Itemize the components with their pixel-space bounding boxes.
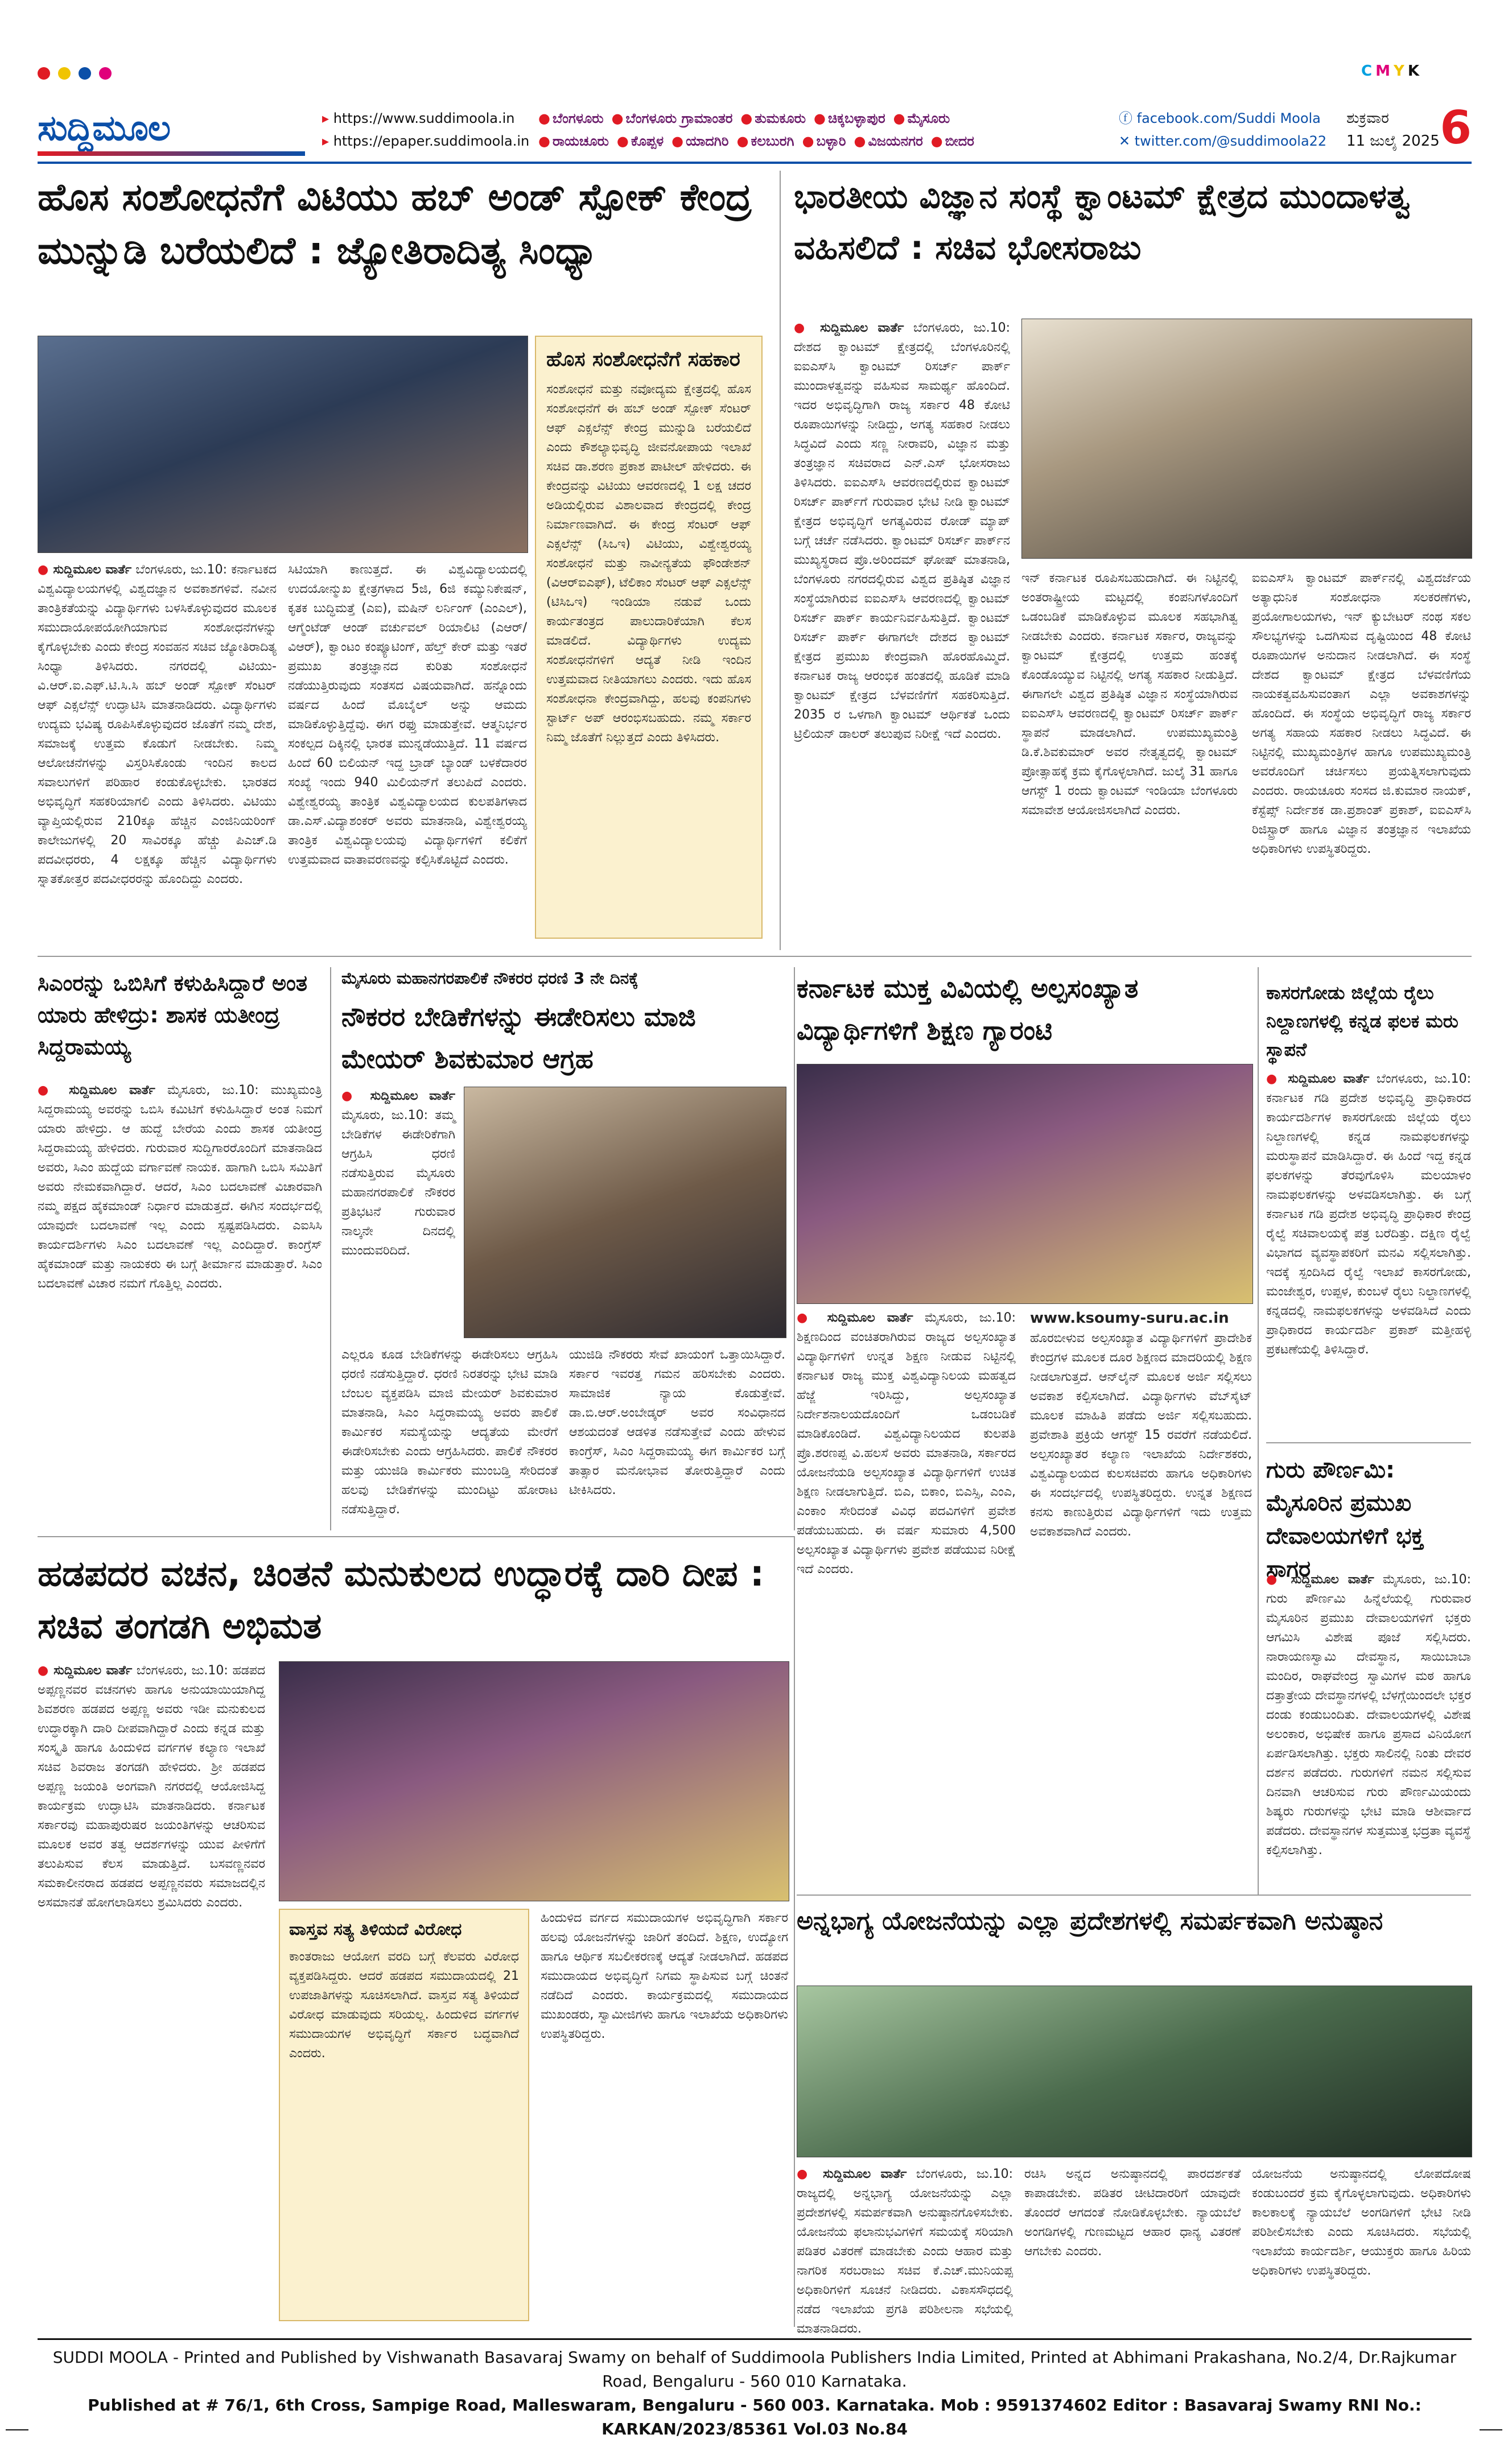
date-block <box>1346 107 1440 152</box>
district-item: ● ಮೈಸೂರು <box>893 110 950 126</box>
cmyk-y: Y <box>1394 63 1408 80</box>
imprint-line-2: Published at # 76/1, 6th Cross, Sampige Road, Malleswaram, Bengaluru - 560 003. Karnataka. Mob : 9591374602 Editor : Basavaraj Swamy RNI No.: KARKAN/2023/85361 Vol.03 No.84 <box>88 2396 1422 2438</box>
cmyk-k: K <box>1407 63 1423 80</box>
a2-col-1 <box>794 319 1010 950</box>
section-rule <box>797 1895 1471 1896</box>
a7-dateline: ಬೆಂಗಳೂರು, ಜು.10: <box>1377 1072 1471 1086</box>
crop-mark <box>6 2429 28 2430</box>
a3-headline: ಸಿಎಂರನ್ನು ಒಬಿಸಿಗೆ ಕಳುಹಿಸಿದ್ದಾರೆ ಅಂತ ಯಾರು ಹೇಳಿದ್ರು: ಶಾಸಕ ಯತೀಂದ್ರ ಸಿದ್ದರಾಮಯ್ಯ <box>38 971 308 1059</box>
reg-dot-blue <box>79 67 91 80</box>
weekday: ಶುಕ್ರವಾರ <box>1346 110 1389 127</box>
column-rule <box>330 967 331 1530</box>
district-item: ● ವಿಜಯನಗರ <box>854 133 923 149</box>
a4-kicker: ಮೈಸೂರು ಮಹಾನಗರಪಾಲಿಕೆ ನೌಕರರ ಧರಣಿ 3 ನೇ ದಿನಕ್ಕೆ <box>341 969 638 988</box>
a1-photo <box>38 336 528 553</box>
section-rule <box>38 956 1472 957</box>
a4-col-3: ಯುಜಿಡಿ ನೌಕರರು ಸೇವೆ ಖಾಯಂಗೆ ಒತ್ತಾಯಿಸಿದ್ದಾರೆ. ಸರ್ಕಾರ ಇವರತ್ತ ಗಮನ ಹರಿಸಬೇಕು ಎಂದರು. ಸಾಮಾಜಿಕ ನ್ಯಾಯ ಕೊಡುತ್ತೇವೆ. ಡಾ.ಬಿ.ಆರ್.ಅಂಬೇಡ್ಕರ್ ಅವರ ಸಂವಿಧಾನದ ಆಶಯದಂತೆ ಆಡಳಿತ ನಡೆಸುತ್ತೇವೆ ಎಂದು ಹೇಳುವ ಕಾಂಗ್ರೆಸ್, ಸಿಎಂ ಸಿದ್ದರಾಮಯ್ಯ ಈಗ ಕಾರ್ಮಿಕರ ಬಗ್ಗೆ ತಾತ್ಸಾರ ಮನೋಭಾವ ತೋರುತ್ತಿದ್ದಾರೆ ಎಂದು ಟೀಕಿಸಿದರು. <box>569 1348 785 1497</box>
a9-photo <box>797 1986 1472 2157</box>
column-rule <box>794 967 795 1530</box>
district-item: ● ತುಮಕೂರು <box>740 110 806 126</box>
a9-headline: ಅನ್ನಭಾಗ್ಯ ಯೋಜನೆಯನ್ನು ಎಲ್ಲಾ ಪ್ರದೇಶಗಳಲ್ಲಿ ಸಮರ್ಪಕವಾಗಿ ಅನುಷ್ಠಾನ <box>797 1906 1383 1935</box>
district-item: ● ಚಿಕ್ಕಬಳ್ಳಾಪುರ <box>814 110 885 126</box>
a5-byline: ● ಸುದ್ದಿಮೂಲ ವಾರ್ತೆ <box>797 1311 913 1325</box>
district-item: ● ಬೆಂಗಳೂರು <box>538 110 604 126</box>
imprint-line-1: SUDDI MOOLA - Printed and Published by Vishwanath Basavaraj Swamy on behalf of Suddimoola Publishers India Limited, Printed at Abhimani Prakashana, No.2/4, Dr.Rajkumar Road, Bengaluru - 560 010 Karnataka. <box>52 2348 1457 2391</box>
a7-headline: ಕಾಸರಗೋಡು ಜಿಲ್ಲೆಯ ರೈಲು ನಿಲ್ದಾಣಗಳಲ್ಲಿ ಕನ್ನಡ ಫಲಕ ಮರು ಸ್ಥಾಪನೆ <box>1266 982 1458 1060</box>
a6-col-1 <box>38 1661 265 2321</box>
a6-sidebar <box>279 1909 529 2321</box>
a8-byline: ● ಸುದ್ದಿಮೂಲ ವಾರ್ತೆ <box>1266 1572 1374 1587</box>
a3-byline: ● ಸುದ್ದಿಮೂಲ ವಾರ್ತೆ <box>38 1083 155 1097</box>
a1-body-1: ಕರ್ನಾಟಕದ ವಿಶ್ವವಿದ್ಯಾಲಯಗಳಲ್ಲಿ ವಿಶ್ವದಜ್ಞಾನ ಅವಕಾಶಗಳಿವೆ. ನವೀನ ತಾಂತ್ರಿಕತೆಯನ್ನು ವಿದ್ಯಾರ್ಥಿಗಳು ಬಳಸಿಕೊಳ್ಳುವುದರ ಮೂಲಕ ಸಮುದಾಯೋಪಯೋಗಿಯಾಗುವ ಸಂಶೋಧನೆಗಳನ್ನು ಕೈಗೊಳ್ಳಬೇಕು ಎಂದು ಕೇಂದ್ರ ಸಂವಹನ ಸಚಿವ ಜ್ಯೋತಿರಾದಿತ್ಯ ಸಿಂಧ್ಯಾ ತಿಳಿಸಿದರು. ನಗರದಲ್ಲಿ ವಿಟಿಯು-ವಿ.ಆರ್.ಐ.ಎಫ್.ಟಿ.ಸಿ.ಸಿ ಹಬ್ ಅಂಡ್ ಸ್ಪೋಕ್ ಸೆಂಟರ್ ಆಫ್ ಎಕ್ಸಲೆನ್ಸ್ ಉದ್ಘಾಟಿಸಿ ಮಾತನಾಡಿದರು. ವಿದ್ಯಾರ್ಥಿಗಳು ಉದ್ಯಮ ಭವಿಷ್ಯ ರೂಪಿಸಿಕೊಳ್ಳುವುದರ ಜೊತೆಗೆ ನಮ್ಮ ದೇಶ, ಸಮಾಜಕ್ಕೆ ಉತ್ತಮ ಕೊಡುಗೆ ನೀಡಬೇಕು. ನಿಮ್ಮ ಆಲೋಚನೆಗಳನ್ನು ವಿಸ್ತರಿಸಿಕೊಂಡು ಇಂದಿನ ಕಾಲದ ಸವಾಲುಗಳಿಗೆ ಪರಿಹಾರ ಕಂಡುಕೊಳ್ಳಬೇಕು. ಭಾರತದ ಅಭಿವೃದ್ಧಿಗೆ ಸಹಕರಿಯಾಗಲಿ ಎಂದು ತಿಳಿಸಿದರು. ವಿಟಿಯು ವ್ಯಾಪ್ತಿಯಲ್ಲಿರುವ 210ಕ್ಕೂ ಹೆಚ್ಚಿನ ಎಂಜಿನಿಯರಿಂಗ್ ಕಾಲೇಜುಗಳಲ್ಲಿ 20 ಸಾವಿರಕ್ಕೂ ಹೆಚ್ಚು ಪಿಎಚ್.ಡಿ ಪದವೀಧರರು, 4 ಲಕ್ಷಕ್ಕೂ ಹೆಚ್ಚಿನ ವಿದ್ಯಾರ್ಥಿಗಳು ಸ್ನಾತಕೋತ್ತರ ಪದವೀಧರರನ್ನು ಹೊಂದಿದ್ದು ಎಂದರು. <box>38 563 277 886</box>
page-number: 6 <box>1440 101 1472 154</box>
a1-sidebar-body: ಸಂಶೋಧನೆ ಮತ್ತು ನವೋದ್ಯಮ ಕ್ಷೇತ್ರದಲ್ಲಿ ಹೊಸ ಸಂಶೋಧನೆಗೆ ಈ ಹಬ್ ಅಂಡ್ ಸ್ಪೋಕ್ ಸೆಂಟರ್ ಆಫ್ ಎಕ್ಸಲೆನ್ಸ್ ಕೇಂದ್ರ ಮುನ್ನುಡಿ ಬರೆಯಲಿದೆ ಎಂದು ಕೌಶಲ್ಯಾಭಿವೃದ್ಧಿ ಜೀವನೋಪಾಯ ಇಲಾಖೆ ಸಚಿವ ಡಾ.ಶರಣ ಪ್ರಕಾಶ ಪಾಟೀಲ್ ಹೇಳಿದರು. ಈ ಕೇಂದ್ರವನ್ನು ವಿಟಿಯು ಆವರಣದಲ್ಲಿ 1 ಲಕ್ಷ ಚದರ ಅಡಿಯಲ್ಲಿರುವ ವಿಶಾಲವಾದ ಕೇಂದ್ರದಲ್ಲಿ ಕೇಂದ್ರ ನಿರ್ಮಾಣವಾಗಿದೆ. ಈ ಕೇಂದ್ರ ಸೆಂಟರ್ ಆಫ್ ಎಕ್ಸಲೆನ್ಸ್ (ಸಿಒಇ) ವಿಟಿಯು, ವಿಶ್ವೇಶ್ವರಯ್ಯ ಸಂಶೋಧನೆ ಮತ್ತು ನಾವೀನ್ಯತೆಯ ಫೌಂಡೇಶನ್ (ವಿಆರ್‌ಐಎಫ್), ಟೆಲಿಕಾಂ ಸೆಂಟರ್ ಆಫ್ ಎಕ್ಸಲೆನ್ಸ್ (ಟಿಸಿಒಇ) ಇಂಡಿಯಾ ನಡುವೆ ಒಂದು ಕಾರ್ಯತಂತ್ರದ ಪಾಲುದಾರಿಕೆಯಾಗಿ ಕೆಲಸ ಮಾಡಲಿದೆ. ವಿದ್ಯಾರ್ಥಿಗಳು ಉದ್ಯಮ ಸಂಶೋಧನೆಗಳಿಗೆ ಆದ್ಯತೆ ನೀಡಿ ಇಂದಿನ ಉತ್ತಮವಾದ ನೀತಿಯಾಗಲು ಎಂದರು. ಇದು ಹೊಸ ಸಂಶೋಧನಾ ಕೇಂದ್ರವಾಗಿದ್ದು, ಹಲವು ಕಂಪನಿಗಳು ಸ್ಟಾರ್ಟ್ ಅಪ್ ಆರಂಭಿಸಬಹುದು. ನಮ್ಮ ಸರ್ಕಾರ ನಿಮ್ಮ ಜೊತೆಗೆ ನಿಲ್ಲುತ್ತದೆ ಎಂದು ತಿಳಿಸಿದರು. <box>546 382 751 745</box>
district-item: ● ಬೆಂಗಳೂರು ಗ್ರಾಮಾಂತರ <box>612 110 733 126</box>
a8-col <box>1266 1570 1471 1889</box>
a3-col <box>38 1081 322 1519</box>
a5-body-2: ಹೊರಬೀಳುವ ಅಲ್ಪಸಂಖ್ಯಾತ ವಿದ್ಯಾರ್ಥಿಗಳಿಗೆ ಪ್ರಾದೇಶಿಕ ಕೇಂದ್ರಗಳ ಮೂಲಕ ದೂರ ಶಿಕ್ಷಣದ ಮಾದರಿಯಲ್ಲಿ ಶಿಕ್ಷಣ ನೀಡಲಾಗುತ್ತದೆ. ಆನ್‌ಲೈನ್ ಮೂಲಕ ಅರ್ಜಿ ಸಲ್ಲಿಸಲು ಅವಕಾಶ ಕಲ್ಪಿಸಲಾಗಿದೆ. ವಿದ್ಯಾರ್ಥಿಗಳು ವೆಬ್‌ಸೈಟ್ ಮೂಲಕ ಮಾಹಿತಿ ಪಡೆದು ಅರ್ಜಿ ಸಲ್ಲಿಸಬಹುದು. ಪ್ರವೇಶಾತಿ ಪ್ರಕ್ರಿಯೆ ಆಗಸ್ಟ್ 15 ರವರೆಗೆ ನಡೆಯಲಿದೆ. ಅಲ್ಪಸಂಖ್ಯಾತರ ಕಲ್ಯಾಣ ಇಲಾಖೆಯ ನಿರ್ದೇಶಕರು, ವಿಶ್ವವಿದ್ಯಾಲಯದ ಕುಲಸಚಿವರು ಹಾಗೂ ಅಧಿಕಾರಿಗಳು ಈ ಸಂದರ್ಭದಲ್ಲಿ ಉಪಸ್ಥಿತರಿದ್ದರು. ಉನ್ನತ ಶಿಕ್ಷಣದ ಕನಸು ಕಾಣುತ್ತಿರುವ ವಿದ್ಯಾರ್ಥಿಗಳಿಗೆ ಇದು ಉತ್ತಮ ಅವಕಾಶವಾಗಿದೆ ಎಂದರು. <box>1030 1331 1252 1539</box>
a2-body-1: ದೇಶದ ಕ್ವಾಂಟಮ್ ಕ್ಷೇತ್ರದಲ್ಲಿ ಬೆಂಗಳೂರಿನಲ್ಲಿ ಐಐಎಸ್‌ಸಿ ಕ್ವಾಂಟಮ್ ರಿಸರ್ಚ್ ಪಾರ್ಕ್ ಮುಂದಾಳತ್ವವನ್ನು ವಹಿಸುವ ಸಾಮರ್ಥ್ಯ ಹೊಂದಿದೆ. ಇದರ ಅಭಿವೃದ್ಧಿಗಾಗಿ ರಾಜ್ಯ ಸರ್ಕಾರ 48 ಕೋಟಿ ರೂಪಾಯಿಗಳನ್ನು ನೀಡಿದ್ದು, ಅಗತ್ಯ ಸಹಕಾರ ನೀಡಲು ಸಿದ್ಧವಿದೆ ಎಂದು ಸಣ್ಣ ನೀರಾವರಿ, ವಿಜ್ಞಾನ ಮತ್ತು ತಂತ್ರಜ್ಞಾನ ಸಚಿವರಾದ ಎನ್.ಎಸ್ ಭೋಸರಾಜು ತಿಳಿಸಿದರು. ಐಐಎಸ್‌ಸಿ ಆವರಣದಲ್ಲಿರುವ ಕ್ವಾಂಟಮ್ ರಿಸರ್ಚ್ ಪಾರ್ಕ್‌ಗೆ ಗುರುವಾರ ಭೇಟಿ ನೀಡಿ ಕ್ವಾಂಟಮ್ ಕ್ಷೇತ್ರದ ಅಭಿವೃದ್ಧಿಗೆ ಅಗತ್ಯವಿರುವ ರೋಡ್ ಮ್ಯಾಪ್ ಬಗ್ಗೆ ಚರ್ಚೆ ನಡೆಸಿದರು. ಕ್ವಾಂಟಮ್ ರಿಸರ್ಚ್ ಪಾರ್ಕ್‌ನ ಮುಖ್ಯಸ್ಥರಾದ ಪ್ರೊ.ಅರಿಂದಮ್ ಘೋಷ್ ಮಾತನಾಡಿ, ಬೆಂಗಳೂರು ನಗರದಲ್ಲಿರುವ ವಿಶ್ವದ ಪ್ರತಿಷ್ಠಿತ ವಿಜ್ಞಾನ ಸಂಸ್ಥೆಯಾಗಿರುವ ಐಐಎಸ್‌ಸಿ ಆವರಣದಲ್ಲಿ ಕ್ವಾಂಟಮ್ ರಿಸರ್ಚ್ ಪಾರ್ಕ್ ಕಾರ್ಯನಿರ್ವಹಿಸುತ್ತಿದೆ. ಕ್ವಾಂಟಮ್ ರಿಸರ್ಚ್ ಪಾರ್ಕ್ ಈಗಾಗಲೇ ದೇಶದ ಕ್ವಾಂಟಮ್ ಕ್ಷೇತ್ರದ ಪ್ರಮುಖ ಕೇಂದ್ರವಾಗಿ ಹೊರಹೊಮ್ಮಿದೆ. ಕರ್ನಾಟಕ ರಾಜ್ಯ ಆರಂಭಿಕ ಹಂತದಲ್ಲಿ ಹೂಡಿಕೆ ಮಾಡಿ ಕ್ವಾಂಟಮ್ ಕ್ಷೇತ್ರದ ಬೆಳವಣಿಗೆಗೆ ಸಹಕರಿಸುತ್ತಿದೆ. 2035 ರ ಒಳಗಾಗಿ ಕ್ವಾಂಟಮ್ ಆರ್ಥಿಕತೆ ಒಂದು ಟ್ರಿಲಿಯನ್ ಡಾಲರ್ ತಲುಪುವ ನಿರೀಕ್ಷೆ ಇದೆ ಎಂದರು. <box>794 340 1010 741</box>
a9-col-1 <box>797 2165 1013 2336</box>
reg-dot-magenta <box>99 67 112 80</box>
a1-sidebar <box>535 336 763 939</box>
facebook-icon: ⓕ <box>1119 110 1137 126</box>
a5-body-1: ಶಿಕ್ಷಣದಿಂದ ವಂಚಿತರಾಗಿರುವ ರಾಜ್ಯದ ಅಲ್ಪಸಂಖ್ಯಾತ ವಿದ್ಯಾರ್ಥಿಗಳಿಗೆ ಉನ್ನತ ಶಿಕ್ಷಣ ನೀಡುವ ನಿಟ್ಟಿನಲ್ಲಿ ಕರ್ನಾಟಕ ರಾಜ್ಯ ಮುಕ್ತ ವಿಶ್ವವಿದ್ಯಾನಿಲಯ ಮಹತ್ವದ ಹೆಜ್ಜೆ ಇರಿಸಿದ್ದು, ಅಲ್ಪಸಂಖ್ಯಾತ ನಿರ್ದೇಶನಾಲಯದೊಂದಿಗೆ ಒಡಂಬಡಿಕೆ ಮಾಡಿಕೊಂಡಿದೆ. ವಿಶ್ವವಿದ್ಯಾನಿಲಯದ ಕುಲಪತಿ ಪ್ರೊ.ಶರಣಪ್ಪ ವಿ.ಹಲಸೆ ಅವರು ಮಾತನಾಡಿ, ಸರ್ಕಾರದ ಯೋಜನೆಯಡಿ ಅಲ್ಪಸಂಖ್ಯಾತ ವಿದ್ಯಾರ್ಥಿಗಳಿಗೆ ಉಚಿತ ಶಿಕ್ಷಣ ನೀಡಲಾಗುತ್ತಿದೆ. ಬಿಎ, ಬಿಕಾಂ, ಬಿಎಸ್ಸಿ, ಎಂಎ, ಎಂಕಾಂ ಸೇರಿದಂತೆ ವಿವಿಧ ಪದವಿಗಳಿಗೆ ಪ್ರವೇಶ ಪಡೆಯಬಹುದು. ಈ ವರ್ಷ ಸುಮಾರು 4,500 ಅಲ್ಪಸಂಖ್ಯಾತ ವಿದ್ಯಾರ್ಥಿಗಳು ಪ್ರವೇಶ ಪಡೆಯುವ ನಿರೀಕ್ಷೆ ಇದೆ ಎಂದರು. <box>797 1330 1016 1576</box>
a2-dateline: ಬೆಂಗಳೂರು, ಜು.10: <box>913 321 1010 335</box>
a2-col-3: ಐಐಎಸ್‌ಸಿ ಕ್ವಾಂಟಮ್ ಪಾರ್ಕ್‌ನಲ್ಲಿ ವಿಶ್ವದರ್ಜೆಯ ಅತ್ಯಾಧುನಿಕ ಸಂಶೋಧನಾ ಸಲಕರಣೆಗಳು, ಪ್ರಯೋಗಾಲಯಗಳು, ಇನ್ ಕ್ಯುಬೇಟರ್ ನಂಥ ಸಕಲ ಸೌಲಭ್ಯಗಳನ್ನು ಒದಗಿಸುವ ದೃಷ್ಟಿಯಿಂದ 48 ಕೋಟಿ ರೂಪಾಯಿಗಳ ಅನುದಾನ ನೀಡಲಾಗಿದೆ. ಈ ಸಂಸ್ಥೆ ದೇಶದ ಕ್ವಾಂಟಮ್ ಕ್ಷೇತ್ರದ ಬೆಳವಣಿಗೆಯ ನಾಯಕತ್ವವಹಿಸುವಂತಾಗ ಎಲ್ಲಾ ಅವಕಾಶಗಳನ್ನು ಹೊಂದಿದೆ. ಈ ಸಂಸ್ಥೆಯ ಅಭಿವೃದ್ಧಿಗೆ ರಾಜ್ಯ ಸರ್ಕಾರ ಅಗತ್ಯ ಸಹಾಯ ಸಹಕಾರ ನೀಡಲು ಸಿದ್ಧವಿದೆ. ಈ ನಿಟ್ಟಿನಲ್ಲಿ ಮುಖ್ಯಮಂತ್ರಿಗಳ ಹಾಗೂ ಉಪಮುಖ್ಯಮಂತ್ರಿ ಅವರೊಂದಿಗೆ ಚರ್ಚಿಸಲು ಪ್ರಯತ್ನಿಸಲಾಗುವುದು ಎಂದರು. ರಾಯಚೂರು ಸಂಸದ ಜಿ.ಕುಮಾರ ನಾಯಕ್, ಕೆಸ್ಟೆಪ್ಸ್ ನಿರ್ದೇಶಕ ಡಾ.ಪ್ರಶಾಂತ್ ಪ್ರಕಾಶ್, ಐಐಎಸ್‌ಸಿ ರಿಜಿಸ್ಟ್ರಾರ್ ಹಾಗೂ ವಿಜ್ಞಾನ ತಂತ್ರಜ್ಞಾನ ಇಲಾಖೆಯ ಅಧಿಕಾರಿಗಳು ಉಪಸ್ಥಿತರಿದ್ದರು. <box>1252 571 1471 856</box>
a6-dateline: ಬೆಂಗಳೂರು, ಜು.10: <box>136 1664 228 1678</box>
twitter-link[interactable] <box>1119 130 1326 152</box>
column-rule <box>794 1536 795 2327</box>
a4-photo <box>464 1087 786 1338</box>
a6-body-1: ಹಡಪದ ಅಪ್ಪಣ್ಣನವರ ವಚನಗಳು ಹಾಗೂ ಅನುಯಾಯಿಯಾಗಿದ್ದ ಶಿವಶರಣ ಹಡಪದ ಅಪ್ಪಣ್ಣ ಅವರು ಇಡೀ ಮನುಕುಲದ ಉದ್ಧಾರಕ್ಕಾಗಿ ದಾರಿ ದೀಪವಾಗಿದ್ದಾರೆ ಎಂದು ಕನ್ನಡ ಮತ್ತು ಸಂಸ್ಕೃತಿ ಹಾಗೂ ಹಿಂದುಳಿದ ವರ್ಗಗಳ ಕಲ್ಯಾಣ ಇಲಾಖೆ ಸಚಿವ ಶಿವರಾಜ ತಂಗಡಗಿ ಹೇಳಿದರು. ಶ್ರೀ ಹಡಪದ ಅಪ್ಪಣ್ಣ ಜಯಂತಿ ಅಂಗವಾಗಿ ನಗರದಲ್ಲಿ ಆಯೋಜಿಸಿದ್ದ ಕಾರ್ಯಕ್ರಮ ಉದ್ಘಾಟಿಸಿ ಮಾತನಾಡಿದರು. ಕರ್ನಾಟಕ ಸರ್ಕಾರವು ಮಹಾಪುರುಷರ ಜಯಂತಿಗಳನ್ನು ಆಚರಿಸುವ ಮೂಲಕ ಅವರ ತತ್ವ ಆದರ್ಶಗಳನ್ನು ಯುವ ಪೀಳಿಗೆಗೆ ತಲುಪಿಸುವ ಕೆಲಸ ಮಾಡುತ್ತಿದೆ. ಬಸವಣ್ಣನವರ ಸಮಕಾಲೀನರಾದ ಹಡಪದ ಅಪ್ಪಣ್ಣನವರು ಸಮಾಜದಲ್ಲಿನ ಅಸಮಾನತೆ ಹೋಗಲಾಡಿಸಲು ಶ್ರಮಿಸಿದರು ಎಂದರು. <box>38 1664 266 1910</box>
district-item: ● ರಾಯಚೂರು <box>538 133 609 149</box>
a4-col-1 <box>341 1087 455 1337</box>
masthead <box>38 101 1472 158</box>
a6-col-3: ಹಿಂದುಳಿದ ವರ್ಗದ ಸಮುದಾಯಗಳ ಅಭಿವೃದ್ಧಿಗಾಗಿ ಸರ್ಕಾರ ಹಲವು ಯೋಜನೆಗಳನ್ನು ಜಾರಿಗೆ ತಂದಿದೆ. ಶಿಕ್ಷಣ, ಉದ್ಯೋಗ ಹಾಗೂ ಆರ್ಥಿಕ ಸಬಲೀಕರಣಕ್ಕೆ ಆದ್ಯತೆ ನೀಡಲಾಗಿದೆ. ಹಡಪದ ಸಮುದಾಯದ ಅಭಿವೃದ್ಧಿಗೆ ನಿಗಮ ಸ್ಥಾಪಿಸುವ ಬಗ್ಗೆ ಚಿಂತನೆ ನಡೆದಿದೆ ಎಂದರು. ಕಾರ್ಯಕ್ರಮದಲ್ಲಿ ಸಮುದಾಯದ ಮುಖಂಡರು, ಸ್ವಾಮೀಜಿಗಳು ಹಾಗೂ ಇಲಾಖೆಯ ಅಧಿಕಾರಿಗಳು ಉಪಸ್ಥಿತರಿದ್ದರು. <box>541 1911 788 2041</box>
a4-headline: ನೌಕರರ ಬೇಡಿಕೆಗಳನ್ನು ಈಡೇರಿಸಲು ಮಾಜಿ ಮೇಯರ್ ಶಿವಕುಮಾರ ಆಗ್ರಹ <box>341 1001 696 1074</box>
a6-sidebar-body: ಕಾಂತರಾಜು ಆಯೋಗ ವರದಿ ಬಗ್ಗೆ ಕೆಲವರು ವಿರೋಧ ವ್ಯಕ್ತಪಡಿಸಿದ್ದರು. ಆದರೆ ಹಡಪದ ಸಮುದಾಯದಲ್ಲಿ 21 ಉಪಜಾತಿಗಳನ್ನು ಸೂಚಿಸಲಾಗಿದೆ. ವಾಸ್ತವ ಸತ್ಯ ತಿಳಿಯದೆ ವಿರೋಧ ಮಾಡುವುದು ಸರಿಯಲ್ಲ. ಹಿಂದುಳಿದ ವರ್ಗಗಳ ಸಮುದಾಯಗಳ ಅಭಿವೃದ್ಧಿಗೆ ಸರ್ಕಾರ ಬದ್ಧವಾಗಿದೆ ಎಂದರು. <box>289 1950 519 2061</box>
masthead-rule <box>38 162 1472 164</box>
crop-mark <box>1480 2429 1502 2430</box>
a1-headline: ಹೊಸ ಸಂಶೋಧನೆಗೆ ವಿಟಿಯು ಹಬ್ ಅಂಡ್ ಸ್ಪೋಕ್ ಕೇಂದ್ರ ಮುನ್ನುಡಿ ಬರೆಯಲಿದೆ : ಜ್ಯೋತಿರಾದಿತ್ಯ ಸಿಂಧ್ಯಾ <box>38 175 752 273</box>
a5-dateline: ಮೈಸೂರು, ಜು.10: <box>925 1311 1016 1325</box>
district-item: ● ಬೀದರ <box>931 133 974 149</box>
a4-col-2: ಎಲ್ಲರೂ ಕೂಡ ಬೇಡಿಕೆಗಳನ್ನು ಈಡೇರಿಸಲು ಆಗ್ರಹಿಸಿ ಧರಣಿ ನಡೆಸುತ್ತಿದ್ದಾರೆ. ಧರಣಿ ನಿರತರನ್ನು ಭೇಟಿ ಮಾಡಿ ಬೆಂಬಲ ವ್ಯಕ್ತಪಡಿಸಿ ಮಾಜಿ ಮೇಯರ್ ಶಿವಕುಮಾರ ಮಾತನಾಡಿ, ಸಿಎಂ ಸಿದ್ದರಾಮಯ್ಯ ಅವರು ಪಾಲಿಕೆ ಕಾರ್ಮಿಕರ ಸಮಸ್ಯೆಯನ್ನು ಆದ್ಯತೆಯ ಮೇರೆಗೆ ಈಡೇರಿಸಬೇಕು ಎಂದು ಆಗ್ರಹಿಸಿದರು. ಪಾಲಿಕೆ ನೌಕರರ ಮತ್ತು ಯುಜಿಡಿ ಕಾರ್ಮಿಕರು ಮುಂಬಡ್ತಿ ಸೇರಿದಂತೆ ಹಲವು ಬೇಡಿಕೆಗಳನ್ನು ಮುಂದಿಟ್ಟು ಹೋರಾಟ ನಡೆಸುತ್ತಿದ್ದಾರೆ. <box>341 1348 558 1517</box>
a9-dateline: ಬೆಂಗಳೂರು, ಜು.10: <box>916 2167 1013 2181</box>
newspaper-logo: ಸುದ್ದಿಮೂಲ <box>38 107 171 148</box>
a1-sidebar-head: ಹೊಸ ಸಂಶೋಧನೆಗೆ ಸಹಕಾರ <box>546 348 740 371</box>
twitter-text: twitter.com/@suddimoola22 <box>1134 133 1327 149</box>
cmyk-m: M <box>1375 63 1394 80</box>
a5-url[interactable]: www.ksoumy-suru.ac.in <box>1030 1310 1229 1327</box>
website-link[interactable]: ▸ https://www.suddimoola.in <box>322 107 529 130</box>
column-rule <box>780 171 781 950</box>
a4-body-1: ತಮ್ಮ ಬೇಡಿಕೆಗಳ ಈಡೇರಿಕೆಗಾಗಿ ಆಗ್ರಹಿಸಿ ಧರಣಿ ನಡೆಸುತ್ತಿರುವ ಮೈಸೂರು ಮಹಾನಗರಪಾಲಿಕೆ ನೌಕರರ ಪ್ರತಿಭಟನೆ ಗುರುವಾರ ನಾಲ್ಕನೇ ದಿನದಲ್ಲಿ ಮುಂದುವರಿದಿದೆ. <box>341 1108 455 1258</box>
a2-col-2: ಇನ್ ಕರ್ನಾಟಕ ರೂಪಿಸಬಹುದಾಗಿದೆ. ಈ ನಿಟ್ಟಿನಲ್ಲಿ ಅಂತರಾಷ್ಟ್ರೀಯ ಮಟ್ಟದಲ್ಲಿ ಕಂಪನಿಗಳೊಂದಿಗೆ ಒಡಂಬಡಿಕೆ ಮಾಡಿಕೊಳ್ಳುವ ಮೂಲಕ ಸಹಭಾಗಿತ್ವ ನೀಡಬೇಕು ಎಂದರು. ಕರ್ನಾಟಕ ಸರ್ಕಾರ, ರಾಜ್ಯವನ್ನು ಕ್ವಾಂಟಮ್ ಕ್ಷೇತ್ರದಲ್ಲಿ ಉತ್ತಮ ಹಂತಕ್ಕೆ ಕೊಂಡೊಯ್ಯುವ ನಿಟ್ಟಿನಲ್ಲಿ ಅಗತ್ಯ ಸಹಕಾರ ನೀಡುತ್ತಿದೆ. ಈಗಾಗಲೇ ವಿಶ್ವದ ಪ್ರತಿಷ್ಠಿತ ವಿಜ್ಞಾನ ಸಂಸ್ಥೆಯಾಗಿರುವ ಐಐಎಸ್‌ಸಿ ಆವರಣದಲ್ಲಿ ಕ್ವಾಂಟಮ್ ರಿಸರ್ಚ್ ಪಾರ್ಕ್ ಸ್ಥಾಪನೆ ಮಾಡಲಾಗಿದೆ. ಉಪಮುಖ್ಯಮಂತ್ರಿ ಡಿ.ಕೆ.ಶಿವಕುಮಾರ್ ಅವರ ನೇತೃತ್ವದಲ್ಲಿ ಕ್ವಾಂಟಮ್ ಪ್ರೋತ್ಸಾಹಕ್ಕೆ ಕ್ರಮ ಕೈಗೊಳ್ಳಲಾಗಿದೆ. ಜುಲೈ 31 ಹಾಗೂ ಆಗಸ್ಟ್ 1 ರಂದು ಕ್ವಾಂಟಮ್ ಇಂಡಿಯಾ ಬೆಂಗಳೂರು ಸಮಾವೇಶ ಆಯೋಜಿಸಲಾಗಿದೆ ಎಂದರು. <box>1021 571 1238 818</box>
a4-dateline: ಮೈಸೂರು, ಜು.10: <box>341 1108 428 1122</box>
reg-dot-yellow <box>58 67 71 80</box>
a6-byline: ● ಸುದ್ದಿಮೂಲ ವಾರ್ತೆ <box>38 1664 132 1678</box>
section-rule <box>38 1536 794 1537</box>
a3-body: ಮುಖ್ಯಮಂತ್ರಿ ಸಿದ್ದರಾಮಯ್ಯ ಅವರನ್ನು ಒಬಿಸಿ ಕಮಿಟಿಗೆ ಕಳುಹಿಸಿದ್ದಾರೆ ಅಂತ ನಿಮಗೆ ಯಾರು ಹೇಳಿದ್ರು. ಆ ಹುದ್ದೆ ಬೇರೆಯ ಎಂದು ಶಾಸಕ ಯತೀಂದ್ರ ಸಿದ್ದರಾಮಯ್ಯ ಹೇಳಿದರು. ಗುರುವಾರ ಸುದ್ದಿಗಾರರೊಂದಿಗೆ ಮಾತನಾಡಿದ ಅವರು, ಸಿಎಂ ಹುದ್ದೆಯ ವರ್ಗಾವಣೆ ನಾಯಕ. ಹಾಗಾಗಿ ಒಬಿಸಿ ಸಮಿತಿಗೆ ಅವರು ನೇಮಕವಾಗಿದ್ದಾರೆ. ಆದರೆ, ಸಿಎಂ ಬದಲಾವಣೆ ವಿಚಾರವಾಗಿ ನಮ್ಮ ಪಕ್ಷದ ಹೈಕಮಾಂಡ್ ನಿರ್ಧಾರ ಮಾಡುತ್ತದೆ. ಈಗಿನ ಸಂದರ್ಭದಲ್ಲಿ ಯಾವುದೇ ಬದಲಾವಣೆ ಇಲ್ಲ ಎಂದು ಸ್ಪಷ್ಟಪಡಿಸಿದರು. ಎಐಸಿಸಿ ಕಾರ್ಯದರ್ಶಿಗಳು ಸಿಎಂ ಬದಲಾವಣೆ ಇಲ್ಲ ಎಂದಿದ್ದಾರೆ. ಕಾಂಗ್ರೆಸ್ ಹೈಕಮಾಂಡ್ ಮತ್ತು ನಾಯಕರು ಈ ಬಗ್ಗೆ ತೀರ್ಮಾನ ಮಾಡುತ್ತಾರೆ. ಸಿಎಂ ಬದಲಾವಣೆ ವಿಚಾರ ನಮಗೆ ಗೊತ್ತಿಲ್ಲ ಎಂದರು. <box>38 1083 323 1291</box>
a8-dateline: ಮೈಸೂರು, ಜು.10: <box>1383 1572 1472 1587</box>
facebook-link[interactable] <box>1119 107 1326 130</box>
epaper-link[interactable]: ▸ https://epaper.suddimoola.in <box>322 130 529 152</box>
social-links <box>1119 107 1326 152</box>
a6-sidebar-head: ವಾಸ್ತವ ಸತ್ಯ ತಿಳಿಯದೆ ವಿರೋಧ <box>289 1920 462 1939</box>
a2-photo <box>1021 319 1472 559</box>
a9-body-1: ರಾಜ್ಯದಲ್ಲಿ ಅನ್ನಭಾಗ್ಯ ಯೋಜನೆಯನ್ನು ಎಲ್ಲಾ ಪ್ರದೇಶಗಳಲ್ಲಿ ಸಮರ್ಪಕವಾಗಿ ಅನುಷ್ಠಾನಗೊಳಿಸಬೇಕು. ಯೋಜನೆಯ ಫಲಾನುಭವಿಗಳಿಗೆ ಸಮಯಕ್ಕೆ ಸರಿಯಾಗಿ ಪಡಿತರ ವಿತರಣೆ ಮಾಡಬೇಕು ಎಂದು ಆಹಾರ ಮತ್ತು ನಾಗರಿಕ ಸರಬರಾಜು ಸಚಿವ ಕೆ.ಎಚ್.ಮುನಿಯಪ್ಪ ಅಧಿಕಾರಿಗಳಿಗೆ ಸೂಚನೆ ನೀಡಿದರು. ವಿಕಾಸಸೌಧದಲ್ಲಿ ನಡೆದ ಇಲಾಖೆಯ ಪ್ರಗತಿ ಪರಿಶೀಲನಾ ಸಭೆಯಲ್ಲಿ ಮಾತನಾಡಿದರು. <box>797 2186 1013 2336</box>
section-rule <box>1266 1442 1471 1443</box>
district-item: ● ಕಲಬುರಗಿ <box>737 133 794 149</box>
twitter-icon: ✕ <box>1119 133 1135 149</box>
cmyk-marks <box>1361 63 1423 80</box>
district-item: ● ಬಳ್ಳಾರಿ <box>802 133 846 149</box>
a3-dateline: ಮೈಸೂರು, ಜು.10: <box>167 1083 259 1097</box>
a1-col-2: ಸಿಟಿಯಾಗಿ ಕಾಣುತ್ತದೆ. ಈ ವಿಶ್ವವಿದ್ಯಾಲಯದಲ್ಲಿ ಉದಯೋನ್ಮುಖ ಕ್ಷೇತ್ರಗಳಾದ 5ಜಿ, 6ಜಿ ಕಮ್ಯುನಿಕೇಷನ್, ಕೃತಕ ಬುದ್ಧಿಮತ್ತೆ (ಎಐ), ಮಷಿನ್ ಲರ್ನಿಂಗ್ (ಎಂಎಲ್), ಆಗ್ಮೆಂಟೆಡ್ ಆಂಡ್ ವರ್ಚುವಲ್ ರಿಯಾಲಿಟಿ (ಎಆರ್/ವಿಆರ್), ಕ್ವಾಂಟಂ ಕಂಪ್ಯೂಟಿಂಗ್, ಹೆಲ್ತ್ ಕೇರ್ ಮತ್ತು ಇತರೆ ಪ್ರಮುಖ ತಂತ್ರಜ್ಞಾನದ ಕುರಿತು ಸಂಶೋಧನೆ ನಡೆಯುತ್ತಿರುವುದು ಸಂತಸದ ವಿಷಯವಾಗಿದೆ. ಹನ್ನೊಂದು ವರ್ಷದ ಹಿಂದೆ ಮೊಬೈಲ್ ಅನ್ನು ಆಮದು ಮಾಡಿಕೊಳ್ಳುತ್ತಿದ್ದೆವು. ಈಗ ರಫ್ತು ಮಾಡುತ್ತೇವೆ. ಆತ್ಮನಿರ್ಭರ ಸಂಕಲ್ಪದ ದಿಕ್ಕಿನಲ್ಲಿ ಭಾರತ ಮುನ್ನಡೆಯುತ್ತಿದೆ. 11 ವರ್ಷದ ಹಿಂದೆ 60 ಬಿಲಿಯನ್ ಇದ್ದ ಬ್ರಾಡ್ ಬ್ಯಾಂಡ್ ಬಳಕೆದಾರರ ಸಂಖ್ಯೆ ಇಂದು 940 ಮಿಲಿಯನ್‌ಗೆ ತಲುಪಿದೆ ಎಂದರು. ವಿಶ್ವೇಶ್ವರಯ್ಯ ತಾಂತ್ರಿಕ ವಿಶ್ವವಿದ್ಯಾಲಯದ ಕುಲಪತಿಗಳಾದ ಡಾ.ಎಸ್.ವಿದ್ಯಾಶಂಕರ್ ಅವರು ಮಾತನಾಡಿ, ವಿಶ್ವೇಶ್ವರಯ್ಯ ತಾಂತ್ರಿಕ ವಿಶ್ವವಿದ್ಯಾಲಯವು ವಿದ್ಯಾರ್ಥಿಗಳಿಗೆ ಕಲಿಕೆಗೆ ಉತ್ತಮವಾದ ವಾತಾವರಣವನ್ನು ಕಲ್ಪಿಸಿಕೊಟ್ಟಿದೆ ಎಂದರು. <box>288 563 527 867</box>
a8-headline: ಗುರು ಪೌರ್ಣಮಿ: ಮೈಸೂರಿನ ಪ್ರಮುಖ ದೇವಾಲಯಗಳಿಗೆ ಭಕ್ತ ಸಾಗರ <box>1266 1457 1424 1582</box>
a4-byline: ● ಸುದ್ದಿಮೂಲ ವಾರ್ತೆ <box>341 1089 455 1103</box>
a2-byline: ● ಸುದ್ದಿಮೂಲ ವಾರ್ತೆ <box>794 321 904 335</box>
issue-date: 11 ಜುಲೈ 2025 <box>1346 133 1440 150</box>
a5-headline: ಕರ್ನಾಟಕ ಮುಕ್ತ ವಿವಿಯಲ್ಲಿ ಅಲ್ಪಸಂಖ್ಯಾತ ವಿದ್ಯಾರ್ಥಿಗಳಿಗೆ ಶಿಕ್ಷಣ ಗ್ಯಾರಂಟಿ <box>797 973 1139 1046</box>
a7-byline: ● ಸುದ್ದಿಮೂಲ ವಾರ್ತೆ <box>1266 1072 1369 1086</box>
a9-col-2: ರಚಿಸಿ ಅನ್ನದ ಅನುಷ್ಠಾನದಲ್ಲಿ ಪಾರದರ್ಶಕತೆ ಕಾಪಾಡಬೇಕು. ಪಡಿತರ ಚೀಟಿದಾರರಿಗೆ ಯಾವುದೇ ತೊಂದರೆ ಆಗದಂತೆ ನೋಡಿಕೊಳ್ಳಬೇಕು. ನ್ಯಾಯಬೆಲೆ ಅಂಗಡಿಗಳಲ್ಲಿ ಗುಣಮಟ್ಟದ ಆಹಾರ ಧಾನ್ಯ ವಿತರಣೆ ಆಗಬೇಕು ಎಂದರು. <box>1024 2167 1241 2259</box>
a1-col-1 <box>38 560 277 936</box>
a5-col-2 <box>1030 1309 1252 1877</box>
a9-col-3: ಯೋಜನೆಯ ಅನುಷ್ಠಾನದಲ್ಲಿ ಲೋಪದೋಷ ಕಂಡುಬಂದರೆ ಕ್ರಮ ಕೈಗೊಳ್ಳಲಾಗುವುದು. ಅಧಿಕಾರಿಗಳು ಕಾಲಕಾಲಕ್ಕೆ ನ್ಯಾಯಬೆಲೆ ಅಂಗಡಿಗಳಿಗೆ ಭೇಟಿ ನೀಡಿ ಪರಿಶೀಲಿಸಬೇಕು ಎಂದು ಸೂಚಿಸಿದರು. ಸಭೆಯಲ್ಲಿ ಇಲಾಖೆಯ ಕಾರ್ಯದರ್ಶಿ, ಆಯುಕ್ತರು ಹಾಗೂ ಹಿರಿಯ ಅಧಿಕಾರಿಗಳು ಉಪಸ್ಥಿತರಿದ್ದರು. <box>1252 2167 1471 2278</box>
a2-headline: ಭಾರತೀಯ ವಿಜ್ಞಾನ ಸಂಸ್ಥೆ ಕ್ವಾಂಟಮ್ ಕ್ಷೇತ್ರದ ಮುಂದಾಳತ್ವ ವಹಿಸಲಿದೆ : ಸಚಿವ ಭೋಸರಾಜು <box>794 177 1411 267</box>
a1-dateline: ಬೆಂಗಳೂರು, ಜು.10: <box>135 563 227 577</box>
a7-body: ಕರ್ನಾಟಕ ಗಡಿ ಪ್ರದೇಶ ಅಭಿವೃದ್ಧಿ ಪ್ರಾಧಿಕಾರದ ಕಾರ್ಯದರ್ಶಿಗಳ ಕಾಸರಗೋಡು ಜಿಲ್ಲೆಯ ರೈಲು ನಿಲ್ದಾಣಗಳಲ್ಲಿ ಕನ್ನಡ ನಾಮಫಲಕಗಳನ್ನು ಮರುಸ್ಥಾಪನೆ ಮಾಡಿಸಿದ್ದಾರೆ. ಈ ಹಿಂದೆ ಇದ್ದ ಕನ್ನಡ ಫಲಕಗಳನ್ನು ತೆರವುಗೊಳಿಸಿ ಮಲಯಾಳಂ ನಾಮಫಲಕಗಳನ್ನು ಅಳವಡಿಸಲಾಗಿತ್ತು. ಈ ಬಗ್ಗೆ ಕರ್ನಾಟಕ ಗಡಿ ಪ್ರದೇಶ ಅಭಿವೃದ್ಧಿ ಪ್ರಾಧಿಕಾರ ಕೇಂದ್ರ ರೈಲ್ವೆ ಸಚಿವಾಲಯಕ್ಕೆ ಪತ್ರ ಬರೆದಿತ್ತು. ದಕ್ಷಿಣ ರೈಲ್ವೆ ವಿಭಾಗದ ವ್ಯವಸ್ಥಾಪಕರಿಗೆ ಮನವಿ ಸಲ್ಲಿಸಲಾಗಿತ್ತು. ಇದಕ್ಕೆ ಸ್ಪಂದಿಸಿದ ರೈಲ್ವೆ ಇಲಾಖೆ ಕಾಸರಗೋಡು, ಮಂಜೇಶ್ವರ, ಉಪ್ಪಳ, ಕುಂಬಳೆ ರೈಲು ನಿಲ್ದಾಣಗಳಲ್ಲಿ ಕನ್ನಡದಲ್ಲಿ ನಾಮಫಲಕಗಳನ್ನು ಅಳವಡಿಸಿದೆ ಎಂದು ಪ್ರಾಧಿಕಾರದ ಕಾರ್ಯದರ್ಶಿ ಪ್ರಕಾಶ್ ಮತ್ತೀಹಳ್ಳಿ ಪ್ರಕಟಣೆಯಲ್ಲಿ ತಿಳಿಸಿದ್ದಾರೆ. <box>1266 1091 1471 1357</box>
a6-headline: ಹಡಪದರ ವಚನ, ಚಿಂತನೆ ಮನುಕುಲದ ಉದ್ಧಾರಕ್ಕೆ ದಾರಿ ದೀಪ : ಸಚಿವ ತಂಗಡಗಿ ಅಭಿಮತ <box>38 1553 764 1646</box>
a9-byline: ● ಸುದ್ದಿಮೂಲ ವಾರ್ತೆ <box>797 2167 907 2181</box>
facebook-text: facebook.com/Suddi Moola <box>1136 110 1321 126</box>
a5-col-1 <box>797 1309 1016 1877</box>
a5-photo <box>797 1064 1253 1304</box>
district-list <box>538 107 1107 152</box>
district-item: ● ಕೊಪ್ಪಳ <box>617 133 664 149</box>
web-links <box>322 107 529 152</box>
district-item: ● ಯಾದಗಿರಿ <box>671 133 728 149</box>
a1-byline: ● ಸುದ್ದಿಮೂಲ ವಾರ್ತೆ <box>38 563 131 577</box>
cmyk-c: C <box>1361 63 1376 80</box>
column-rule <box>1258 967 1259 1895</box>
imprint-footer <box>38 2338 1472 2441</box>
logo-underline <box>38 151 305 156</box>
registration-dots <box>38 67 112 80</box>
a7-col <box>1266 1070 1471 1434</box>
a6-photo <box>279 1661 789 1901</box>
a8-body: ಗುರು ಪೌರ್ಣಮಿ ಹಿನ್ನೆಲೆಯಲ್ಲಿ ಗುರುವಾರ ಮೈಸೂರಿನ ಪ್ರಮುಖ ದೇವಾಲಯಗಳಿಗೆ ಭಕ್ತರು ಆಗಮಿಸಿ ವಿಶೇಷ ಪೂಜೆ ಸಲ್ಲಿಸಿದರು. ನಾರಾಯಣಸ್ವಾಮಿ ದೇವಸ್ಥಾನ, ಸಾಯಿಬಾಬಾ ಮಂದಿರ, ರಾಘವೇಂದ್ರ ಸ್ವಾಮಿಗಳ ಮಠ ಹಾಗೂ ದತ್ತಾತ್ರೇಯ ದೇವಸ್ಥಾನಗಳಲ್ಲಿ ಬೆಳಗ್ಗೆಯಿಂದಲೇ ಭಕ್ತರ ದಂಡು ಕಂಡುಬಂದಿತು. ದೇವಾಲಯಗಳಲ್ಲಿ ವಿಶೇಷ ಅಲಂಕಾರ, ಅಭಿಷೇಕ ಹಾಗೂ ಪ್ರಸಾದ ವಿನಿಯೋಗ ಏರ್ಪಡಿಸಲಾಗಿತ್ತು. ಭಕ್ತರು ಸಾಲಿನಲ್ಲಿ ನಿಂತು ದೇವರ ದರ್ಶನ ಪಡೆದರು. ಗುರುಗಳಿಗೆ ನಮನ ಸಲ್ಲಿಸುವ ದಿನವಾಗಿ ಆಚರಿಸುವ ಗುರು ಪೌರ್ಣಮಿಯಂದು ಶಿಷ್ಯರು ಗುರುಗಳನ್ನು ಭೇಟಿ ಮಾಡಿ ಆಶೀರ್ವಾದ ಪಡೆದರು. ದೇವಸ್ಥಾನಗಳ ಸುತ್ತಮುತ್ತ ಭದ್ರತಾ ವ್ಯವಸ್ಥೆ ಕಲ್ಪಿಸಲಾಗಿತ್ತು. <box>1266 1592 1471 1858</box>
reg-dot-red <box>38 67 50 80</box>
